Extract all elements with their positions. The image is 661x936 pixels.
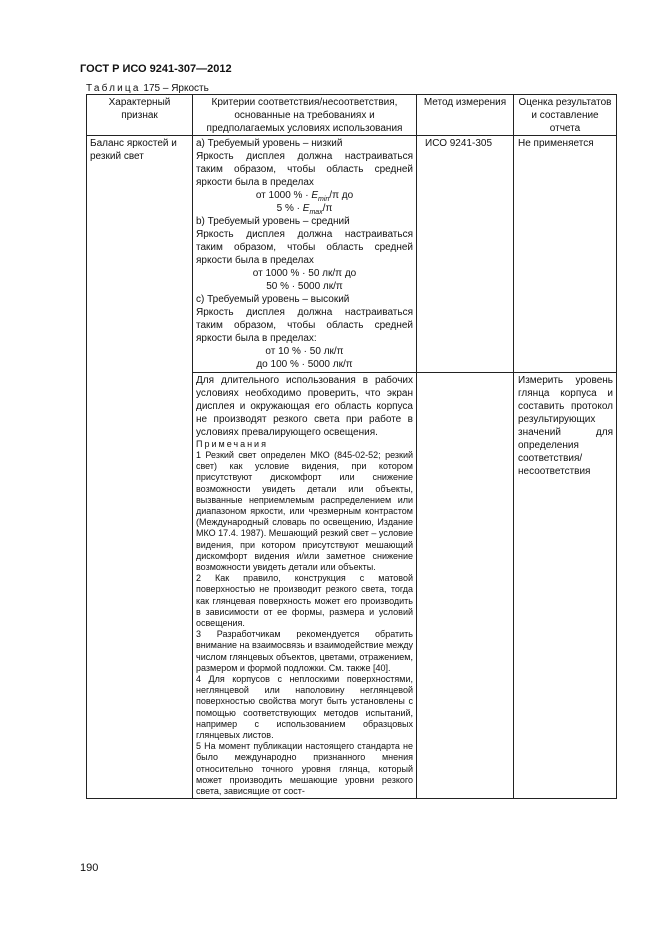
document-header: ГОСТ Р ИСО 9241-307—2012 — [80, 63, 232, 75]
glare-main-text: Для длительного использования в рабочих условиях необходимо проверить, что экран дисплея и окружающая его область корпуса не производят резкого света при работе в условиях превалирующего освещения. — [196, 375, 413, 438]
page-number: 190 — [80, 862, 99, 874]
feature-cell: Баланс яркостей и резкий свет — [87, 136, 193, 799]
level-c-text: Яркость дисплея должна настраиваться таким образом, чтобы область средней яркости была в пределах: — [196, 307, 413, 344]
level-b-title: b) Требуемый уровень – средний — [196, 216, 350, 227]
notes-label: Примечания — [196, 439, 268, 449]
note-4: 4 Для корпусов с неплоскими поверхностями, неглянцевой или наполовину неглянцевой поверхностью свойства могут быть установлены с помощью соответствующих методов испытаний, например с использованием образцовых глянцевых листов. — [196, 674, 413, 741]
col-header-assessment: Оценка результатов и составление отчета — [514, 95, 617, 136]
level-b-formula-1: от 1000 % · 50 лк/π до — [252, 268, 357, 279]
level-c-formula-2: до 100 % · 5000 лк/π — [256, 359, 353, 370]
level-a-formula-1-e: E — [311, 190, 319, 201]
brightness-table — [86, 94, 617, 799]
col-header-criteria: Критерии соответствия/несоответствия, основанные на требованиях и предполагаемых условиях использования — [193, 95, 417, 136]
criteria-cell — [193, 136, 417, 373]
note-1: 1 Резкий свет определен МКО (845-02-52; резкий свет) как условие видения, при котором присутствуют дискомфорт или снижение возможности увидеть детали или объекты, вызванные неприемлемым распределением или диапазоном яркости, или чрезмерным контрастом (Международный словарь по освещению, Издание МКО 17.4. 1987). Мешающий резкий свет – условие видения, при котором присутствуют мешающий дискомфорт видения и/или заметное снижение возможности увидеть детали или объекты. — [196, 450, 413, 573]
level-c-formula-1: от 10 % · 50 лк/π — [265, 346, 344, 357]
level-b-text: Яркость дисплея должна настраиваться таким образом, чтобы область средней яркости была в пределах — [196, 229, 413, 266]
criteria-cell-glare — [193, 373, 417, 799]
level-b-formula-2: 50 % · 5000 лк/π — [266, 281, 343, 292]
level-a-formula-2-e: E — [302, 203, 310, 214]
level-a-formula-2-sub: max — [309, 209, 323, 216]
level-a-formula-1-post: /π до — [329, 190, 354, 201]
note-2: 2 Как правило, конструкция с матовой поверхностью не производит резкого света, тогда как глянцевая поверхность может его производить в зависимости от ее формы, размера и условий освещения. — [196, 573, 413, 629]
assessment-cell-glare: Измерить уровень глянца корпуса и составить протокол результирующих значений для определения соответствия/несоответствия — [514, 373, 617, 799]
table-caption — [86, 83, 209, 94]
level-a-text: Яркость дисплея должна настраиваться таким образом, чтобы область средней яркости была в пределах — [196, 151, 413, 188]
table-caption-label: Таблица — [86, 83, 141, 94]
level-a-formula-2-pre: 5 % · — [276, 203, 303, 214]
note-5: 5 На момент публикации настоящего стандарта не было международно признанного мнения относительно точного уровня глянца, который может производить мешающие уровни резкого света, зависящие от сост- — [196, 741, 413, 797]
table-row — [87, 136, 617, 373]
note-3: 3 Разработчикам рекомендуется обратить внимание на взаимосвязь и взаимодействие между числом глянцевых объектов, цветами, отражением, размером и формой подложки. См. также [40]. — [196, 629, 413, 673]
col-header-method: Метод измерения — [417, 95, 514, 136]
method-cell-empty — [417, 373, 514, 799]
level-a-formula-2 — [196, 202, 413, 215]
level-a-formula-1 — [196, 189, 413, 202]
level-c-title: c) Требуемый уровень – высокий — [196, 294, 350, 305]
level-a-title: a) Требуемый уровень – низкий — [196, 138, 343, 149]
assessment-cell: Не применяется — [514, 136, 617, 373]
level-a-formula-1-pre: от 1000 % · — [255, 190, 312, 201]
method-cell: ИСО 9241-305 — [417, 136, 514, 373]
col-header-feature: Характерный признак — [87, 95, 193, 136]
table-caption-text: 175 – Яркость — [143, 83, 209, 94]
table-header-row — [87, 95, 617, 136]
level-a-formula-1-sub: min — [318, 196, 330, 203]
level-a-formula-2-post: /π — [322, 203, 333, 214]
